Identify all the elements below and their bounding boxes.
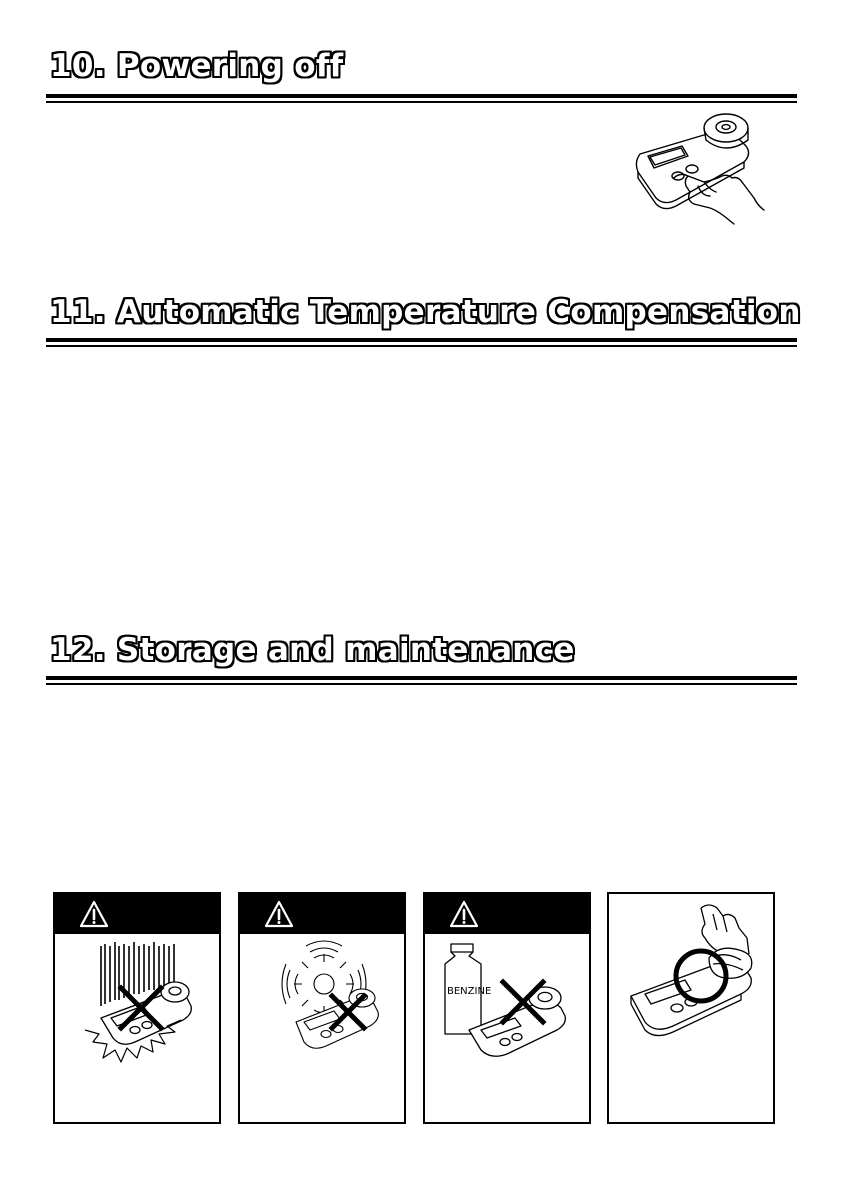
- caution-panel-solvent: [423, 892, 591, 1124]
- warning-band: [425, 894, 589, 934]
- section-title-storage-and-maintenance: 12. Storage and maintenance: [50, 632, 575, 668]
- section-title-powering-off: 10. Powering off: [50, 48, 344, 84]
- section-title-automatic-temperature-compensation: 11. Automatic Temperature Compensation: [50, 294, 801, 330]
- benzine-illustration: [425, 934, 589, 1074]
- warning-triangle-icon: [264, 900, 294, 928]
- heat-illustration: [240, 934, 404, 1074]
- impact-illustration: [55, 934, 219, 1074]
- warning-triangle-icon: [79, 900, 109, 928]
- warning-band: [55, 894, 219, 934]
- wipe-clean-illustration: [609, 894, 773, 1074]
- caution-panel-heat: [238, 892, 406, 1124]
- section-divider: [46, 676, 797, 685]
- benzine-label: BENZINE: [447, 986, 492, 997]
- caution-panel-impact: [53, 892, 221, 1124]
- refractometer-power-off-illustration: [630, 106, 770, 230]
- warning-band: [240, 894, 404, 934]
- section-divider: [46, 338, 797, 347]
- recommended-panel-wipe-clean: [607, 892, 775, 1124]
- warning-triangle-icon: [449, 900, 479, 928]
- section-divider: [46, 94, 797, 103]
